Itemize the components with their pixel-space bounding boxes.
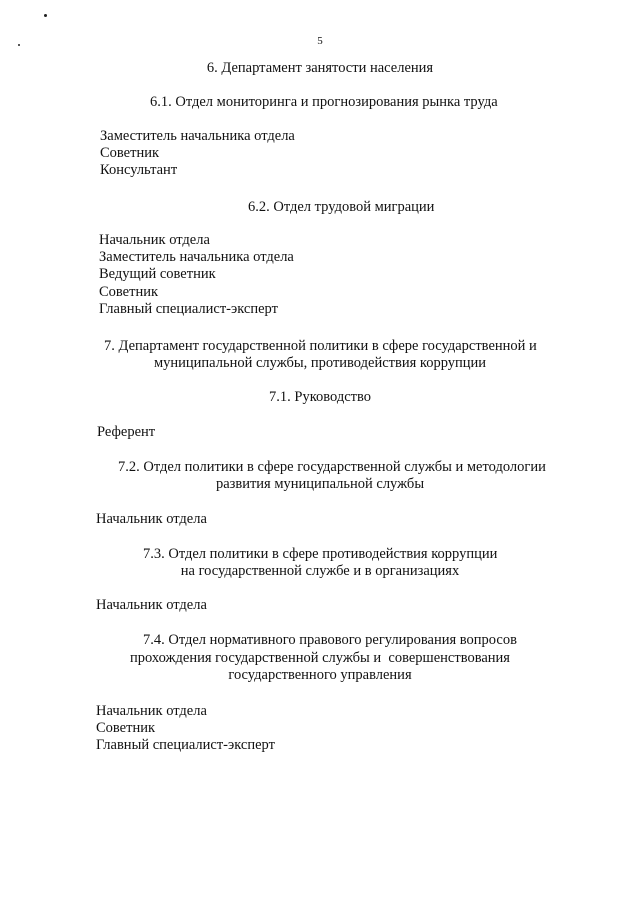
- scan-speck: [44, 14, 47, 17]
- subsection-heading-line: 7.3. Отдел политики в сфере противодействия коррупции: [143, 546, 498, 562]
- position-item: Главный специалист-эксперт: [96, 737, 275, 753]
- position-item: Советник: [96, 720, 156, 736]
- subsection-heading: 6.2. Отдел трудовой миграции: [248, 199, 435, 215]
- section-heading-line: муниципальной службы, противодействия коррупции: [153, 355, 487, 371]
- position-item: Начальник отдела: [99, 232, 210, 248]
- position-item: Советник: [100, 145, 160, 161]
- subsection-heading-line: развития муниципальной службы: [215, 476, 425, 492]
- subsection-heading-line: прохождения государственной службы и совершенствования: [130, 650, 510, 666]
- position-item: Заместитель начальника отдела: [100, 128, 295, 144]
- subsection-heading-line: 7.4. Отдел нормативного правового регулирования вопросов: [143, 632, 517, 648]
- section-heading: 6. Департамент занятости населения: [206, 60, 434, 76]
- subsection-heading: 7.1. Руководство: [269, 389, 371, 405]
- position-item: Главный специалист-эксперт: [99, 301, 278, 317]
- position-item: Начальник отдела: [96, 511, 207, 527]
- position-item: Начальник отдела: [96, 597, 207, 613]
- position-item: Советник: [99, 284, 159, 300]
- page-number: 5: [317, 35, 323, 47]
- position-item: Консультант: [100, 162, 178, 178]
- subsection-heading-line: государственного управления: [228, 667, 412, 683]
- subsection-heading: 6.1. Отдел мониторинга и прогнозирования рынка труда: [150, 94, 498, 110]
- subsection-heading-line: на государственной службе и в организациях: [180, 563, 460, 579]
- position-item: Ведущий советник: [99, 266, 216, 282]
- section-heading-line: 7. Департамент государственной политики в сфере государственной и: [104, 338, 537, 354]
- position-item: Заместитель начальника отдела: [99, 249, 294, 265]
- subsection-heading-line: 7.2. Отдел политики в сфере государственной службы и методологии: [118, 459, 546, 475]
- position-item: Референт: [97, 424, 156, 440]
- position-item: Начальник отдела: [96, 703, 207, 719]
